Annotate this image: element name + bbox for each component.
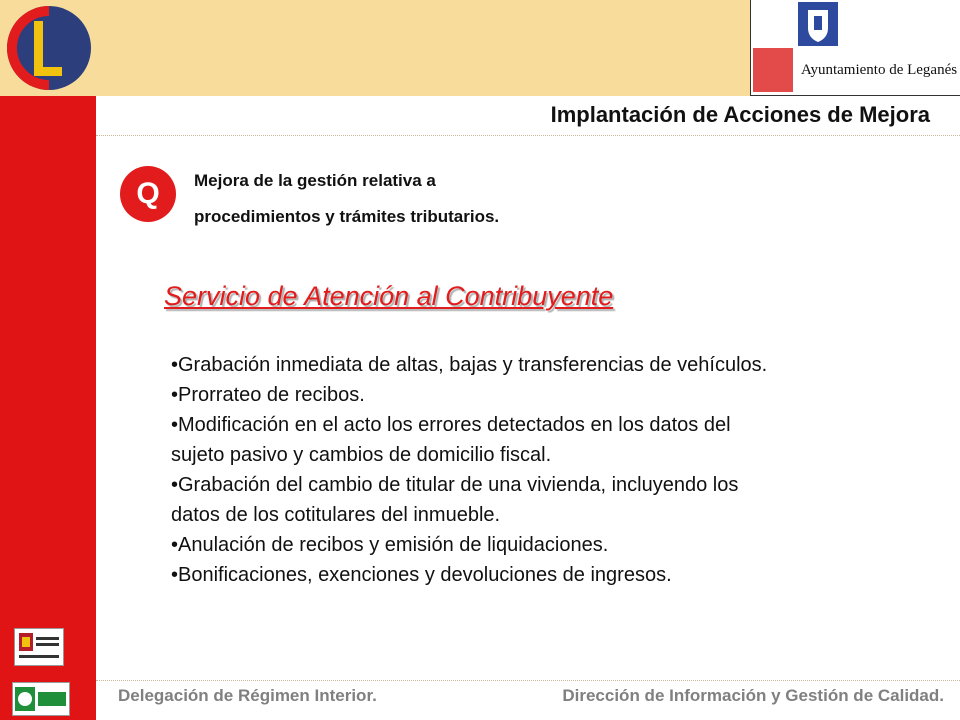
left-red-bar [0, 0, 96, 720]
q-badge: Q [120, 166, 176, 222]
congress-logo-icon [4, 3, 94, 93]
congress-logo [0, 0, 96, 96]
section-title: Implantación de Acciones de Mejora [550, 102, 930, 127]
list-item: •Modificación en el acto los errores detectados en los datos del [171, 414, 731, 436]
leganes-red-block [753, 48, 793, 92]
list-item: •Bonificaciones, exenciones y devoluciones de ingresos. [171, 564, 672, 586]
header-divider [96, 135, 960, 136]
footer-divider [96, 680, 960, 681]
q-description [194, 163, 499, 235]
list-item: •Grabación inmediata de altas, bajas y transferencias de vehículos. [171, 354, 768, 376]
footer-right-text: Dirección de Información y Gestión de Calidad. [562, 686, 944, 705]
footer-left-text: Delegación de Régimen Interior. [118, 686, 377, 705]
q-line-2: procedimientos y trámites tributarios. [194, 207, 500, 226]
leganes-name: Ayuntamiento de Leganés [801, 62, 958, 78]
q-line-1: Mejora de la gestión relativa a [194, 171, 436, 190]
leganes-logo [750, 0, 960, 96]
aec-logo-icon [13, 683, 69, 715]
list-item: •Prorrateo de recibos. [171, 384, 365, 406]
list-item: •Anulación de recibos y emisión de liquidaciones. [171, 534, 609, 556]
service-title: Servicio de Atención al Contribuyente [164, 281, 614, 311]
aec-logo [12, 682, 70, 716]
list-item: •Grabación del cambio de titular de una vivienda, incluyendo los [171, 474, 739, 496]
service-list [171, 350, 941, 590]
junta-logo-icon [15, 629, 63, 665]
junta-logo [14, 628, 64, 666]
top-color-band [96, 0, 750, 96]
list-item: datos de los cotitulares del inmueble. [171, 504, 501, 526]
list-item: sujeto pasivo y cambios de domicilio fiscal. [171, 444, 552, 466]
leganes-shield-icon [798, 2, 838, 46]
